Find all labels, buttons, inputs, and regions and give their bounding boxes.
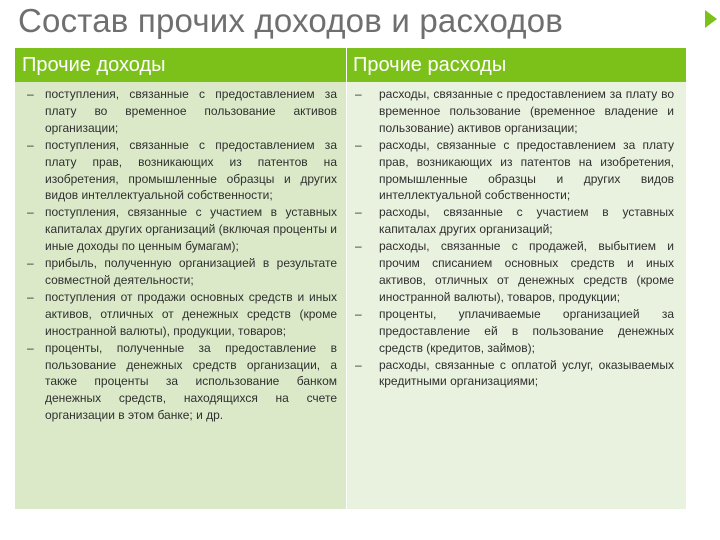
income-list-item bbox=[15, 204, 346, 255]
expense-list-item bbox=[347, 204, 686, 238]
income-item-text: поступления, связанные с участием в уставных капиталах других организаций (включая проценты и иные доходы по ценным бумагам); bbox=[45, 205, 337, 254]
dash-bullet-icon: – bbox=[355, 205, 362, 220]
dash-bullet-icon: – bbox=[355, 306, 362, 321]
dash-bullet-icon: – bbox=[355, 87, 362, 101]
dash-bullet-icon: – bbox=[27, 256, 34, 271]
slide-accent-triangle-icon bbox=[705, 10, 717, 28]
dash-bullet-icon: – bbox=[27, 289, 34, 304]
expense-list-item bbox=[347, 357, 686, 391]
dash-bullet-icon: – bbox=[355, 357, 362, 372]
expense-list-item bbox=[347, 137, 686, 205]
income-item-text: поступления, связанные с предоставлением за плату во временное пользование активов организации; bbox=[45, 87, 337, 135]
dash-bullet-icon: – bbox=[27, 87, 34, 101]
income-item-text: поступления, связанные с предоставлением за плату прав, возникающих из патентов на изобретения, промышленные образцы и других видов интеллектуальной собственности; bbox=[45, 137, 337, 203]
expense-item-text: расходы, связанные с предоставлением за плату прав, возникающих из патентов на изобретения, промышленные образцы и других видов интеллектуальной собственности; bbox=[379, 137, 674, 203]
dash-bullet-icon: – bbox=[27, 340, 34, 355]
income-item-text: прибыль, полученную организацией в результате совместной деятельности; bbox=[45, 256, 337, 287]
expense-item-text: расходы, связанные с оплатой услуг, оказываемых кредитными организациями; bbox=[379, 357, 674, 389]
expenses-list bbox=[347, 82, 686, 390]
expenses-column bbox=[346, 82, 686, 509]
income-list bbox=[15, 82, 346, 424]
dash-bullet-icon: – bbox=[27, 205, 34, 220]
expense-list-item bbox=[347, 238, 686, 306]
expense-item-text: проценты, уплачиваемые организацией за предоставление ей в пользование денежных средств (кредитов, займов); bbox=[379, 306, 674, 355]
dash-bullet-icon: – bbox=[355, 239, 362, 254]
expense-list-item bbox=[347, 306, 686, 357]
income-item-text: проценты, полученные за предоставление в пользование денежных средств организации, а также проценты за использование банком денежных средств, находящихся на счете организации в этом банке; и др. bbox=[45, 340, 337, 423]
expense-list-item bbox=[347, 86, 686, 137]
slide-title: Состав прочих доходов и расходов bbox=[18, 2, 564, 39]
expense-item-text: расходы, связанные с продажей, выбытием и прочим списанием основных средств и иных активов, отличных от денежных средств (кроме иностранной валюты), товаров, продукции; bbox=[379, 239, 674, 304]
dash-bullet-icon: – bbox=[27, 137, 34, 152]
income-list-item bbox=[15, 137, 346, 205]
income-column bbox=[15, 82, 346, 509]
income-list-item bbox=[15, 255, 346, 289]
expense-item-text: расходы, связанные с участием в уставных капиталах других организаций; bbox=[379, 205, 674, 237]
income-column-header: Прочие доходы bbox=[15, 48, 346, 82]
income-list-item bbox=[15, 340, 346, 425]
income-list-item bbox=[15, 86, 346, 137]
income-item-text: поступления от продажи основных средств и иных активов, отличных от денежных средств (кроме иностранной валюты), продукции, товаров; bbox=[45, 289, 337, 338]
income-expenses-table bbox=[15, 48, 686, 509]
expense-item-text: расходы, связанные с предоставлением за плату во временное пользование (временное владение и пользование) активов организации; bbox=[379, 87, 674, 135]
expenses-column-header: Прочие расходы bbox=[346, 48, 686, 82]
income-list-item bbox=[15, 289, 346, 340]
dash-bullet-icon: – bbox=[355, 137, 362, 152]
